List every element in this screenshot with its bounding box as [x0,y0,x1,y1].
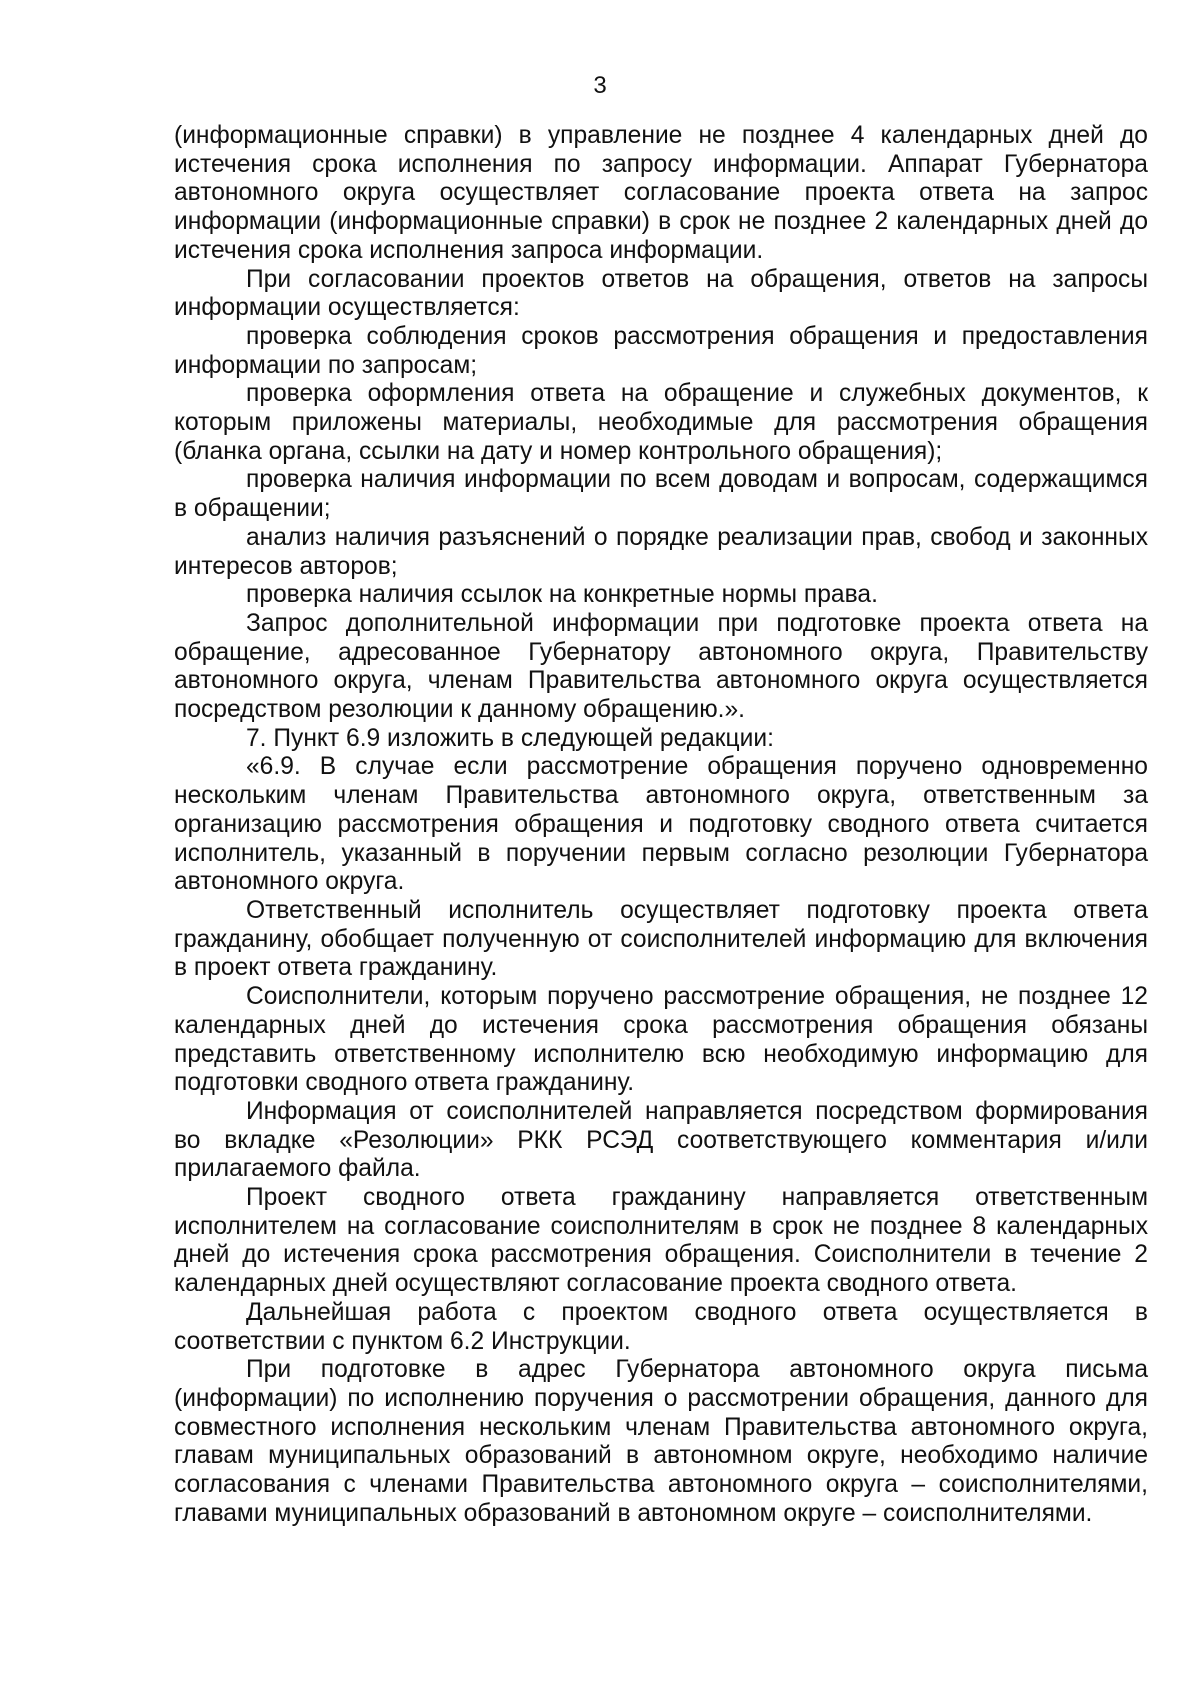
paragraph: 7. Пункт 6.9 изложить в следующей редакции: [246,724,774,752]
paragraph: Ответственный исполнитель осуществляет подготовку проекта ответа гражданину, обобщает полученную от соисполнителей информацию для включения в проект ответа гражданину. [174,896,1148,982]
page-number: 3 [593,72,607,99]
paragraph: Информация от соисполнителей направляется посредством формирования во вкладке «Резолюции» РКК РСЭД соответствующего комментария и/или прилагаемого файла. [174,1097,1148,1183]
paragraph: Дальнейшая работа с проектом сводного ответа осуществляется в соответствии с пунктом 6.2 Инструкции. [174,1298,1148,1355]
paragraph: «6.9. В случае если рассмотрение обращения поручено одновременно нескольким членам Правительства автономного округа, ответственным за организацию рассмотрения обращения и подготовку сводного ответа считается исполнитель, указанный в поручении первым согласно резолюции Губернатора автономного округа. [174,753,1148,896]
paragraph: (информационные справки) в управление не позднее 4 календарных дней до истечения срока исполнения по запросу информации. Аппарат Губернатора автономного округа осуществляет согласование проекта ответа на запрос информации (информационные справки) в срок не позднее 2 календарных дней до истечения срока исполнения запроса информации. [174,122,1148,264]
paragraph: проверка соблюдения сроков рассмотрения обращения и предоставления информации по запросам; [174,322,1148,379]
paragraph: Проект сводного ответа гражданину направляется ответственным исполнителем на согласование соисполнителям в срок не позднее 8 календарных дней до истечения срока рассмотрения обращения. Соисполнители в течение 2 календарных дней осуществляют согласование проекта сводного ответа. [174,1184,1148,1298]
paragraph: проверка оформления ответа на обращение и служебных документов, к которым приложены материалы, необходимые для рассмотрения обращения (бланка органа, ссылки на дату и номер контрольного обращения); [174,380,1148,465]
paragraph: проверка наличия информации по всем доводам и вопросам, содержащимся в обращении; [174,466,1148,523]
paragraph: При согласовании проектов ответов на обращения, ответов на запросы информации осуществляется: [174,265,1148,322]
paragraph: Запрос дополнительной информации при подготовке проекта ответа на обращение, адресованное Губернатору автономного округа, Правительству автономного округа, членам Правительства автономного округа осуществляется посредством резолюции к данному обращению.». [174,609,1148,724]
document-body [174,122,1148,1528]
paragraph: Соисполнители, которым поручено рассмотрение обращения, не позднее 12 календарных дней до истечения срока рассмотрения обращения обязаны представить ответственному исполнителю всю необходимую информацию для подготовки сводного ответа гражданину. [174,983,1148,1097]
paragraph: проверка наличия ссылок на конкретные нормы права. [246,581,878,609]
paragraph: При подготовке в адрес Губернатора автономного округа письма (информации) по исполнению поручения о рассмотрении обращения, данного для совместного исполнения нескольким членам Правительства автономного округа, главам муниципальных образований в автономном округе, необходимо наличие согласования с членами Правительства автономного округа – соисполнителями, главами муниципальных образований в автономном округе – соисполнителями. [174,1356,1148,1527]
paragraph: анализ наличия разъяснений о порядке реализации прав, свобод и законных интересов авторов; [174,523,1148,580]
